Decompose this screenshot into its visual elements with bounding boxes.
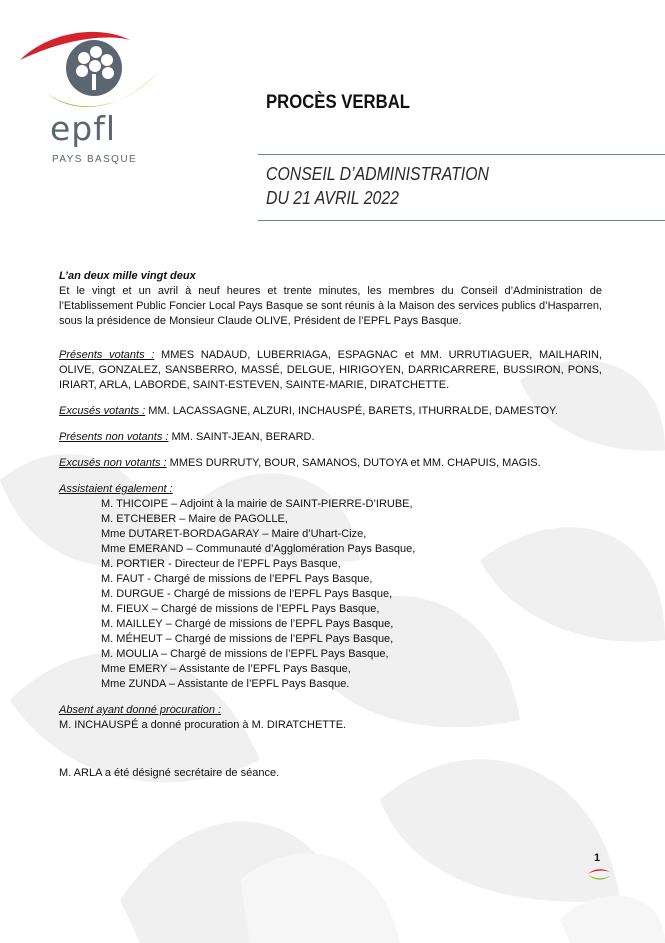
excused-nonvoting-list: MMES DURRUTY, BOUR, SAMANOS, DUTOYA et MM. CHAPUIS, MAGIS. <box>166 457 541 469</box>
document-subtitle-line2: DU 21 AVRIL 2022 <box>266 188 399 208</box>
intro-paragraph: Et le vingt et un avril à neuf heures et trente minutes, les membres du Conseil d’Administration de l’Etablissement Public Foncier Local Pays Basque se sont réunis à la Maison des services publics d’Hasparren, sous la présidence de Monsieur Claude OLIVE, Président de l’EPFL Pays Basque. <box>59 285 602 327</box>
also-present-label: Assistaient également : <box>59 483 173 495</box>
list-item: M. THICOIPE – Adjoint à la mairie de SAINT-PIERRE-D’IRUBE, <box>101 498 413 510</box>
list-item: M. FIEUX – Chargé de missions de l’EPFL Pays Basque, <box>101 603 380 615</box>
list-item: M. MOULIA – Chargé de missions de l’EPFL Pays Basque, <box>101 648 389 660</box>
proxy-text: M. INCHAUSPÉ a donné procuration à M. DIRATCHETTE. <box>59 719 347 731</box>
present-nonvoting-list: MM. SAINT-JEAN, BERARD. <box>168 431 315 443</box>
list-item: Mme ZUNDA – Assistante de l’EPFL Pays Basque. <box>101 678 350 690</box>
header-rule-bottom <box>258 220 665 221</box>
excused-voting-paragraph <box>59 404 602 419</box>
excused-voting-label: Excusés votants : <box>59 405 146 417</box>
document-body <box>59 269 602 781</box>
proxy-label: Absent ayant donné procuration : <box>59 704 222 716</box>
present-voting-list: MMES NADAUD, LUBERRIAGA, ESPAGNAC et MM. URRUTIAGUER, MAILHARIN, OLIVE, GONZALEZ, SANSBERRO, MASSÉ, DELGUE, HIRIGOYEN, DARRICARRERE, BUSSIRON, PONS, IRIART, ARLA, LABORDE, SAINT-ESTEVEN, SAINTE-MARIE, DIRATCHETTE. <box>59 349 602 391</box>
document-title: PROCÈS VERBAL <box>266 92 411 113</box>
list-item: Mme EMERAND – Communauté d’Agglomération Pays Basque, <box>101 543 416 555</box>
epfl-logo-icon <box>18 22 168 172</box>
present-voting-paragraph <box>59 348 602 393</box>
logo-subtitle: PAYS BASQUE <box>52 154 138 165</box>
logo-wordmark: epfl <box>50 109 117 148</box>
secretary-text: M. ARLA a été désigné secrétaire de séance. <box>59 767 280 779</box>
list-item: M. MAILLEY – Chargé de missions de l’EPFL Pays Basque, <box>101 618 394 630</box>
list-item: M. ETCHEBER – Maire de PAGOLLE, <box>101 513 288 525</box>
excused-nonvoting-label: Excusés non votants : <box>59 457 167 469</box>
header-rule-top <box>258 154 665 155</box>
excused-nonvoting-paragraph <box>59 456 602 471</box>
list-item: M. DURGUE - Chargé de missions de l’EPFL Pays Basque, <box>101 588 393 600</box>
list-item: Mme DUTARET-BORDAGARAY – Maire d’Uhart-Cize, <box>101 528 367 540</box>
also-present-list <box>59 497 602 692</box>
list-item: M. FAUT - Chargé de missions de l’EPFL Pays Basque, <box>101 573 373 585</box>
page-number: 1 <box>594 852 601 864</box>
list-item: M. MÉHEUT – Chargé de missions de l’EPFL Pays Basque, <box>101 633 394 645</box>
excused-voting-list: MM. LACASSAGNE, ALZURI, INCHAUSPÉ, BARETS, ITHURRALDE, DAMESTOY. <box>145 405 559 417</box>
document-subtitle-line1: CONSEIL D’ADMINISTRATION <box>266 164 489 184</box>
list-item: M. PORTIER - Directeur de l’EPFL Pays Basque, <box>101 558 341 570</box>
opening-line: L’an deux mille vingt deux <box>59 270 196 282</box>
list-item: Mme EMERY – Assistante de l’EPFL Pays Basque, <box>101 663 351 675</box>
present-nonvoting-label: Présents non votants : <box>59 431 169 443</box>
present-voting-label: Présents votants : <box>59 349 155 361</box>
present-nonvoting-paragraph <box>59 430 602 445</box>
page-swoosh-icon <box>586 866 612 882</box>
